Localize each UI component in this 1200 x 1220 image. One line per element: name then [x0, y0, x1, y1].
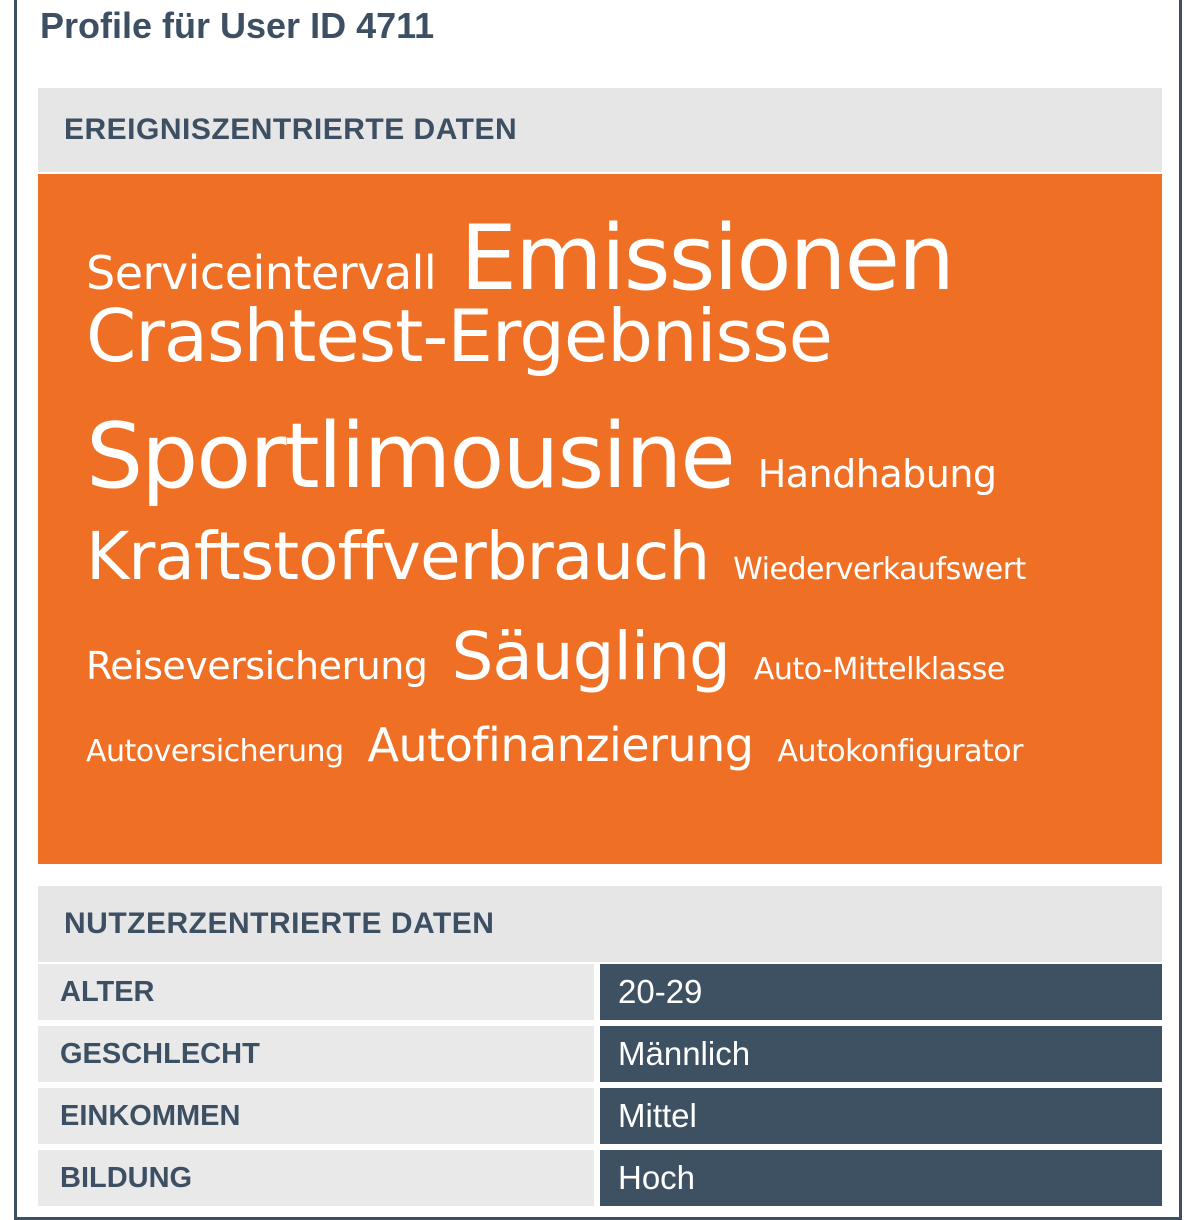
attribute-value-bildung: Hoch [600, 1150, 1162, 1206]
word-crashtest-ergebnisse: Crashtest-Ergebnisse [86, 294, 832, 378]
page-title: Profile für User ID 4711 [40, 5, 435, 46]
table-row [38, 1026, 1162, 1082]
word-emissionen: Emissionen [460, 206, 954, 311]
word-sportlimousine: Sportlimousine [86, 404, 734, 509]
word-auto-mittelklasse: Auto-Mittelklasse [753, 652, 1005, 687]
table-row [38, 1150, 1162, 1206]
attribute-value-alter: 20-29 [600, 964, 1162, 1020]
event-data-header: EREIGNISZENTRIERTE DATEN [38, 88, 1162, 172]
word-saeugling: Säugling [451, 618, 730, 695]
attribute-label-einkommen: EINKOMMEN [38, 1088, 594, 1144]
word-autokonfigurator: Autokonfigurator [777, 734, 1023, 769]
word-cloud-line [86, 718, 1142, 802]
word-cloud-line [86, 518, 1142, 618]
word-serviceintervall: Serviceintervall [86, 246, 437, 300]
word-autoversicherung: Autoversicherung [86, 734, 344, 769]
word-cloud [38, 174, 1162, 864]
word-cloud-line [86, 404, 1142, 512]
attribute-value-geschlecht: Männlich [600, 1026, 1162, 1082]
attribute-value-einkommen: Mittel [600, 1088, 1162, 1144]
word-kraftstoffverbrauch: Kraftstoffverbrauch [86, 518, 710, 595]
word-cloud-line [86, 206, 1142, 311]
table-row [38, 964, 1162, 1020]
user-attribute-table [38, 964, 1162, 1212]
attribute-label-geschlecht: GESCHLECHT [38, 1026, 594, 1082]
word-wiederverkaufswert: Wiederverkaufswert [733, 552, 1026, 587]
user-data-header: NUTZERZENTRIERTE DATEN [38, 886, 1162, 962]
word-cloud-line [86, 618, 1142, 714]
word-autofinanzierung: Autofinanzierung [367, 718, 754, 772]
word-cloud-line [86, 294, 1142, 408]
word-reiseversicherung: Reiseversicherung [86, 644, 428, 688]
attribute-label-bildung: BILDUNG [38, 1150, 594, 1206]
table-row [38, 1088, 1162, 1144]
word-handhabung: Handhabung [757, 452, 997, 496]
attribute-label-alter: ALTER [38, 964, 594, 1020]
